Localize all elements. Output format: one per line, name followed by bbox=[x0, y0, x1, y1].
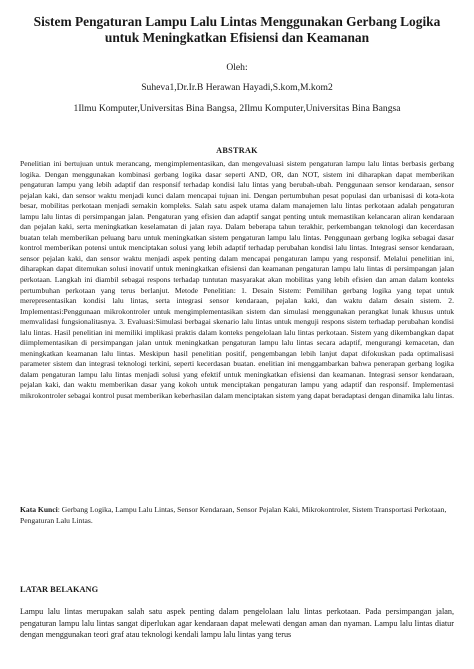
keywords-text: : Gerbang Logika, Lampu Lalu Lintas, Sensor Kendaraan, Sensor Pejalan Kaki, Mikrokontroler, Sistem Transportasi Perkotaan, Pengaturan Lalu Lintas. bbox=[20, 505, 447, 525]
by-label: Oleh: bbox=[226, 62, 248, 73]
paper-title: Sistem Pengaturan Lampu Lalu Lintas Menggunakan Gerbang Logika untuk Meningkatkan Efisiensi dan Keamanan bbox=[33, 14, 441, 45]
section-heading-background: LATAR BELAKANG bbox=[20, 585, 99, 594]
affiliations: 1Ilmu Komputer,Universitas Bina Bangsa, 2Ilmu Komputer,Universitas Bina Bangsa bbox=[73, 103, 401, 114]
abstract-body: Penelitian ini bertujuan untuk merancang, mengimplementasikan, dan mengevaluasi sistem pengaturan lampu lalu lintas berbasis gerbang logika. Dengan menggunakan kombinasi gerbang logika dasar seperti AND, OR, dan NOT, sistem ini diharapkan dapat memberikan pengaturan lampu yang lebih adaptif dan responsif terhadap kondisi lalu lintas yang berubah-ubah. Penggunaan sensor kendaraan, sensor pejalan kaki, dan sensor waktu menjadi kunci dalam mencapai tujuan ini. Dengan pertumbuhan pesat populasi dan urbanisasi di kota-kota besar, mobilitas perkotaan menjadi semakin kompleks. Salah satu aspek utama dalam manajemen lalu lintas perkotaan adalah pengaturan lampu lalu lintas di persimpangan jalan. Pengaturan yang efisien dan adaptif sangat penting untuk memastikan kelancaran aliran kendaraan dan pejalan kaki, serta meningkatkan keselamatan di jalan raya. Dalam beberapa tahun terakhir, perkembangan teknologi dan kecerdasan buatan telah memberikan peluang baru untuk meningkatkan sistem pengaturan lampu lalu lintas. Penggunaan gerbang logika sebagai dasar kontrol memberikan potensi untuk menciptakan solusi yang lebih adaptif terhadap perubahan kondisi lalu lintas. Integrasi sensor kendaraan, sensor pejalan kaki, dan sensor waktu menjadi aspek penting dalam mencapai pengaturan lampu yang responsif. Melalui penelitian ini, diharapkan dapat ditemukan solusi inovatif untuk meningkatkan efisiensi dan keamanan pengaturan lampu lalu lintas di persimpangan jalan perkotaan. Langkah ini diambil sebagai respons terhadap tuntutan masyarakat akan mobilitas yang lebih efisien dan aman dalam konteks pertumbuhan perkotaan yang terus berlanjut. Metode Penelitian: 1. Desain Sistem: Pemilihan gerbang logika yang tepat untuk merepresentasikan kondisi lalu lintas, serta integrasi sensor kendaraan, pejalan kaki, dan waktu dalam desain sistem. 2. Implementasi:Penggunaan mikrokontroler untuk mengimplementasikan sistem dan simulasi menggunakan perangkat lunak khusus untuk memvalidasi fungsionalitasnya. 3. Evaluasi:Simulasi berbagai skenario lalu lintas untuk menguji respons sistem terhadap perubahan kondisi lalu lintas. Hasil penelitian ini memiliki implikasi praktis dalam konteks pengelolaan lalu lintas perkotaan. Sistem yang dikembangkan dapat diimplementasikan di persimpangan jalan untuk meningkatkan pengaturan lampu lalu lintas secara adaptif, mengurangi kemacetan, dan meningkatkan keamanan lalu lintas. Meskipun hasil penelitian positif, pengembangan lebih lanjut dapat difokuskan pada optimalisasi parameter sistem dan integrasi teknologi terkini, seperti kecerdasan buatan. enelitian ini menggambarkan bahwa penerapan gerbang logika dalam pengaturan lampu lalu lintas menjadi solusi yang efektif untuk meningkatkan efisiensi dan keamanan. Integrasi sensor kendaraan, pejalan kaki, dan waktu memberikan dasar yang kokoh untuk menciptakan pengaturan lampu yang adaptif dan responsif. Implementasi mikrokontroler sebagai kontrol pusat memberikan keberhasilan dalam menciptakan sistem yang dapat beradaptasi dengan dinamika lalu lintas. bbox=[20, 159, 454, 401]
introduction-body: Lampu lalu lintas merupakan salah satu aspek penting dalam pengelolaan lalu lintas perkotaan. Pada persimpangan jalan, pengaturan lampu lalu lintas sangat diperlukan agar kendaraan dapat melewati dengan aman dan nyaman. Lampu lalu lintas diatur dengan menggunakan teori graf atau teknologi kendali lampu lalu lintas yang terus bbox=[20, 607, 454, 639]
keywords bbox=[20, 505, 454, 526]
abstract-heading: ABSTRAK bbox=[216, 146, 258, 155]
keywords-label: Kata Kunci bbox=[20, 505, 58, 514]
author-list: Suheva1,Dr.Ir.B Herawan Hayadi,S.kom,M.kom2 bbox=[141, 82, 333, 93]
